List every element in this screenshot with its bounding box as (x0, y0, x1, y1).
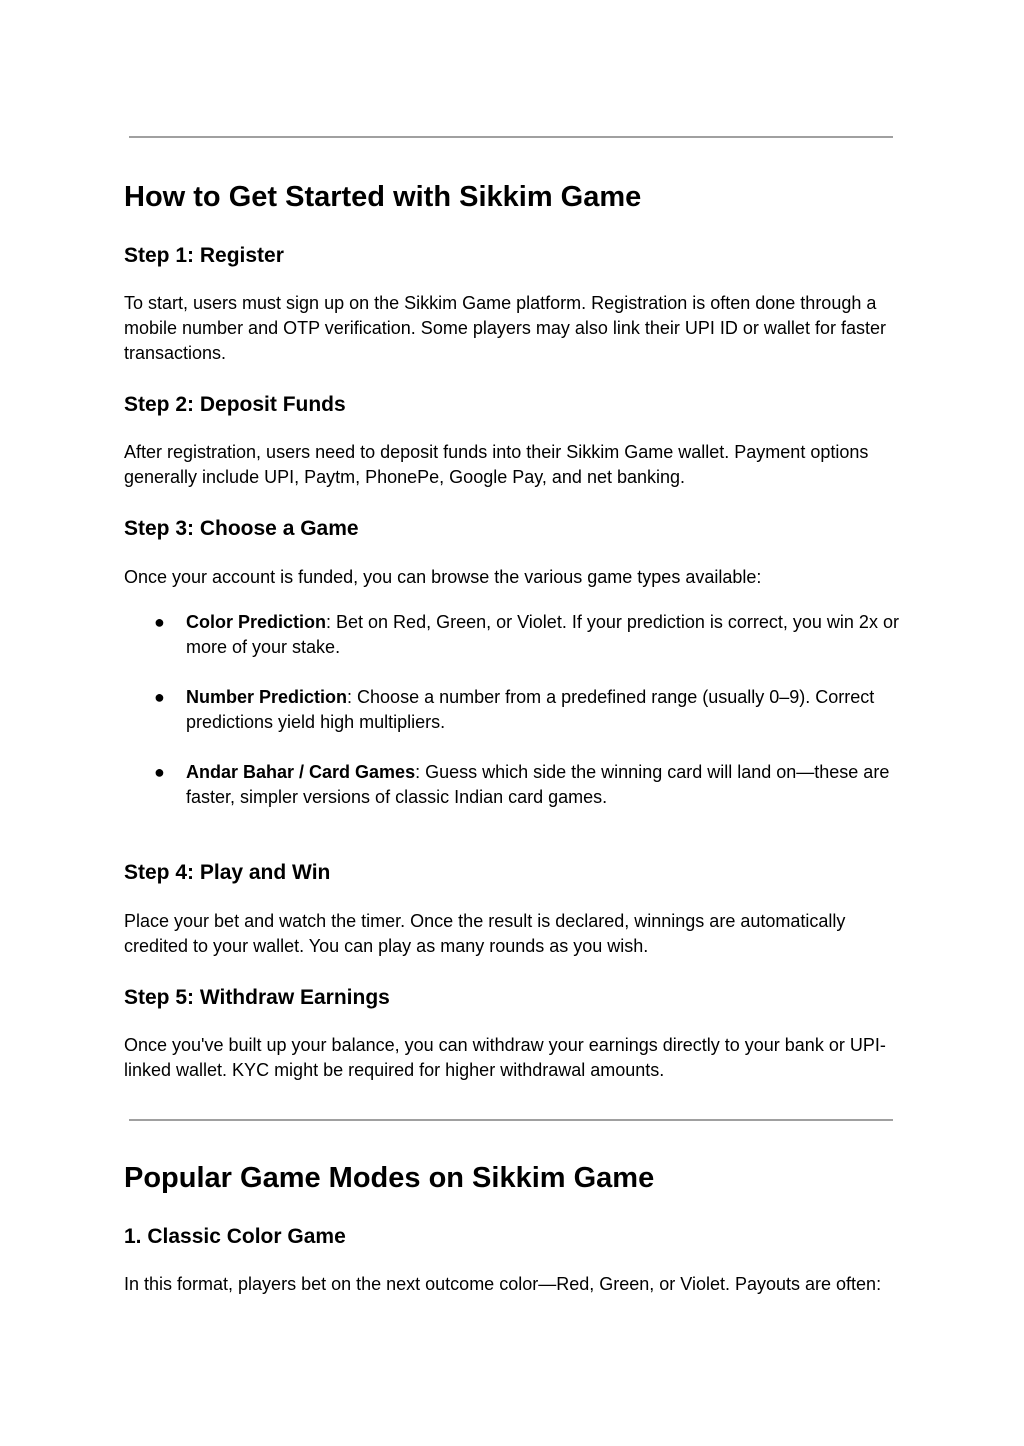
document-page (124, 0, 904, 1446)
step-1-body: To start, users must sign up on the Sikkim Game platform. Registration is often done through a mobile number and OTP verification. Some players may also link their UPI ID or wallet for faster transactions. (124, 293, 886, 363)
step-5-body: Once you've built up your balance, you can withdraw your earnings directly to your bank or UPI-linked wallet. KYC might be required for higher withdrawal amounts. (124, 1035, 886, 1080)
step-3-body: Once your account is funded, you can browse the various game types available: (124, 567, 762, 587)
list-item-text (186, 610, 904, 660)
list-item-text (186, 760, 904, 810)
list-item-desc: : Choose a number from a predefined range (usually 0–9). Correct predictions yield high multipliers. (186, 687, 875, 732)
list-item-term: Number Prediction (186, 687, 348, 707)
list-item-term: Andar Bahar / Card Games (186, 762, 416, 782)
list-item-card-games (124, 760, 904, 810)
step-2-body: After registration, users need to deposit funds into their Sikkim Game wallet. Payment options generally include UPI, Paytm, PhonePe, Google Pay, and net banking. (124, 442, 869, 487)
bullet-icon: ● (154, 612, 165, 632)
mode-1-heading: 1. Classic Color Game (124, 1225, 346, 1248)
section-title-get-started: How to Get Started with Sikkim Game (124, 181, 642, 213)
bullet-icon: ● (154, 687, 165, 707)
section-title-game-modes: Popular Game Modes on Sikkim Game (124, 1162, 655, 1194)
step-5-heading: Step 5: Withdraw Earnings (124, 986, 390, 1009)
list-item-desc: : Bet on Red, Green, or Violet. If your prediction is correct, you win 2x or more of your stake. (186, 612, 899, 657)
list-item-text (186, 685, 904, 735)
list-item-term: Color Prediction (186, 612, 327, 632)
step-3-heading: Step 3: Choose a Game (124, 517, 359, 540)
list-item-color-prediction (124, 610, 904, 660)
step-4-heading: Step 4: Play and Win (124, 861, 331, 884)
bullet-icon: ● (154, 762, 165, 782)
horizontal-divider (129, 1119, 893, 1121)
step-4-body: Place your bet and watch the timer. Once the result is declared, winnings are automatically credited to your wallet. You can play as many rounds as you wish. (124, 911, 846, 956)
list-item-desc: : Guess which side the winning card will land on—these are faster, simpler versions of classic Indian card games. (186, 762, 890, 807)
horizontal-divider (129, 136, 893, 138)
step-2-heading: Step 2: Deposit Funds (124, 393, 346, 416)
list-item-number-prediction (124, 685, 904, 735)
mode-1-body: In this format, players bet on the next outcome color—Red, Green, or Violet. Payouts are often: (124, 1274, 882, 1294)
step-1-heading: Step 1: Register (124, 244, 284, 267)
